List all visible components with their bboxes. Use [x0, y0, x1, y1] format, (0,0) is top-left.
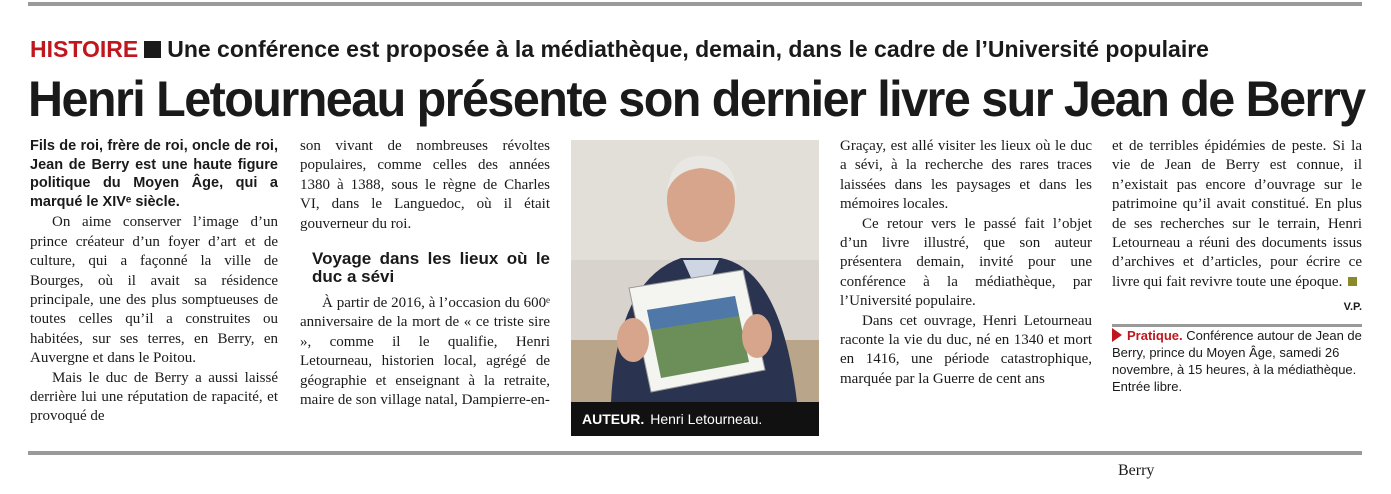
paragraph-2-start: Mais le duc de Berry a aussi laissé derrière lui une réputation de rapacité, et provoqué de: [30, 369, 278, 425]
paragraph-4: Ce retour vers le passé fait l’objet d’un livre illustré, que son auteur présentera demain, invité pour une conférence à la médiathèque, par l’Université populaire.: [840, 215, 1092, 310]
paragraph-5-end: et de terribles épidémies de peste. Si la vie de Jean de Berry est connue, il n’existait pas encore d’ouvrage sur le patrimoine qu’il avait constitué. En plus de ses recherches sur le terrain, Henri Letourneau a réuni des documents issus d’archives et d’articles, pour écrire ce livre qui fait revivre toute une époque.: [1112, 138, 1362, 290]
paragraph-2-end: son vivant de nombreuses révoltes populaires, comme celles des années 1380 à 1388, sous le règne de Charles VI, dans le Languedoc, où il était gouverneur du roi.: [300, 138, 550, 232]
author-portrait-image: [571, 140, 819, 436]
column-2: [300, 137, 550, 410]
intertitle: Voyage dans les lieux où le duc a sévi: [312, 249, 550, 287]
section-footer: Berry: [1118, 462, 1155, 479]
column-5: [1112, 137, 1362, 395]
info-text: Conférence autour de Jean de Berry, prince du Moyen Âge, samedi 26 novembre, à 15 heures, à la médiathèque. Entrée libre.: [1112, 327, 1362, 394]
paragraph-1: On aime conserver l’image d’un prince créateur d’un foyer d’art et de culture, qui a façonné la ville de Bourges, où il avait sa résidence principale, une des plus somptueuses de toutes celles qu’il a construites ou habitées, sur ses terres, en Berry, en Auvergne et dans le Poitou.: [30, 214, 278, 367]
author-photo: [571, 140, 819, 436]
rubric-label: HISTOIRE: [30, 36, 139, 62]
bottom-rule: [28, 451, 1362, 455]
signature: V.P.: [1343, 301, 1362, 314]
info-label: Pratique.: [1127, 327, 1183, 343]
column-4: [840, 137, 1092, 389]
chapo-text: Fils de roi, frère de roi, oncle de roi, Jean de Berry est une haute figure politique du Moyen Âge, qui a marqué le XIVᵉ siècle.: [30, 138, 278, 210]
headline: Henri Letourneau présente son dernier livre sur Jean de Berry: [28, 71, 1365, 127]
chapo: [30, 137, 278, 211]
arrow-right-icon: [1112, 328, 1122, 342]
caption-text: Henri Letourneau.: [650, 411, 763, 427]
info-box: [1112, 327, 1362, 395]
paragraph-5-start: Dans cet ouvrage, Henri Letourneau raconte la vie du duc, né en 1340 et mort en 1416, une période catastrophique, marquée par la Guerre de cent ans: [840, 312, 1092, 387]
caption-label: AUTEUR.: [582, 411, 645, 427]
paragraph-3-start: À partir de 2016, à l’occasion du 600ᵉ anniversaire de la mort de « ce triste sire », comme il le qualifie, Henri Letourneau, historien local, agrégé de géographie et enseignant à la retraite, maire de son village natal, Dampierre-en-: [300, 295, 550, 409]
top-rule: [28, 2, 1362, 6]
column-1: [30, 137, 278, 427]
photo-caption: [571, 402, 819, 436]
square-bullet-icon: [144, 41, 161, 58]
subtitle: Une conférence est proposée à la médiathèque, demain, dans le cadre de l’Université populaire: [167, 36, 1209, 62]
kicker-line: [30, 34, 1360, 64]
paragraph-3-end: Graçay, est allé visiter les lieux où le duc a sévi, à la recherche des rares traces laissées dans les paysages et dans les mémoires locales.: [840, 138, 1092, 213]
end-mark-icon: [1348, 277, 1357, 286]
